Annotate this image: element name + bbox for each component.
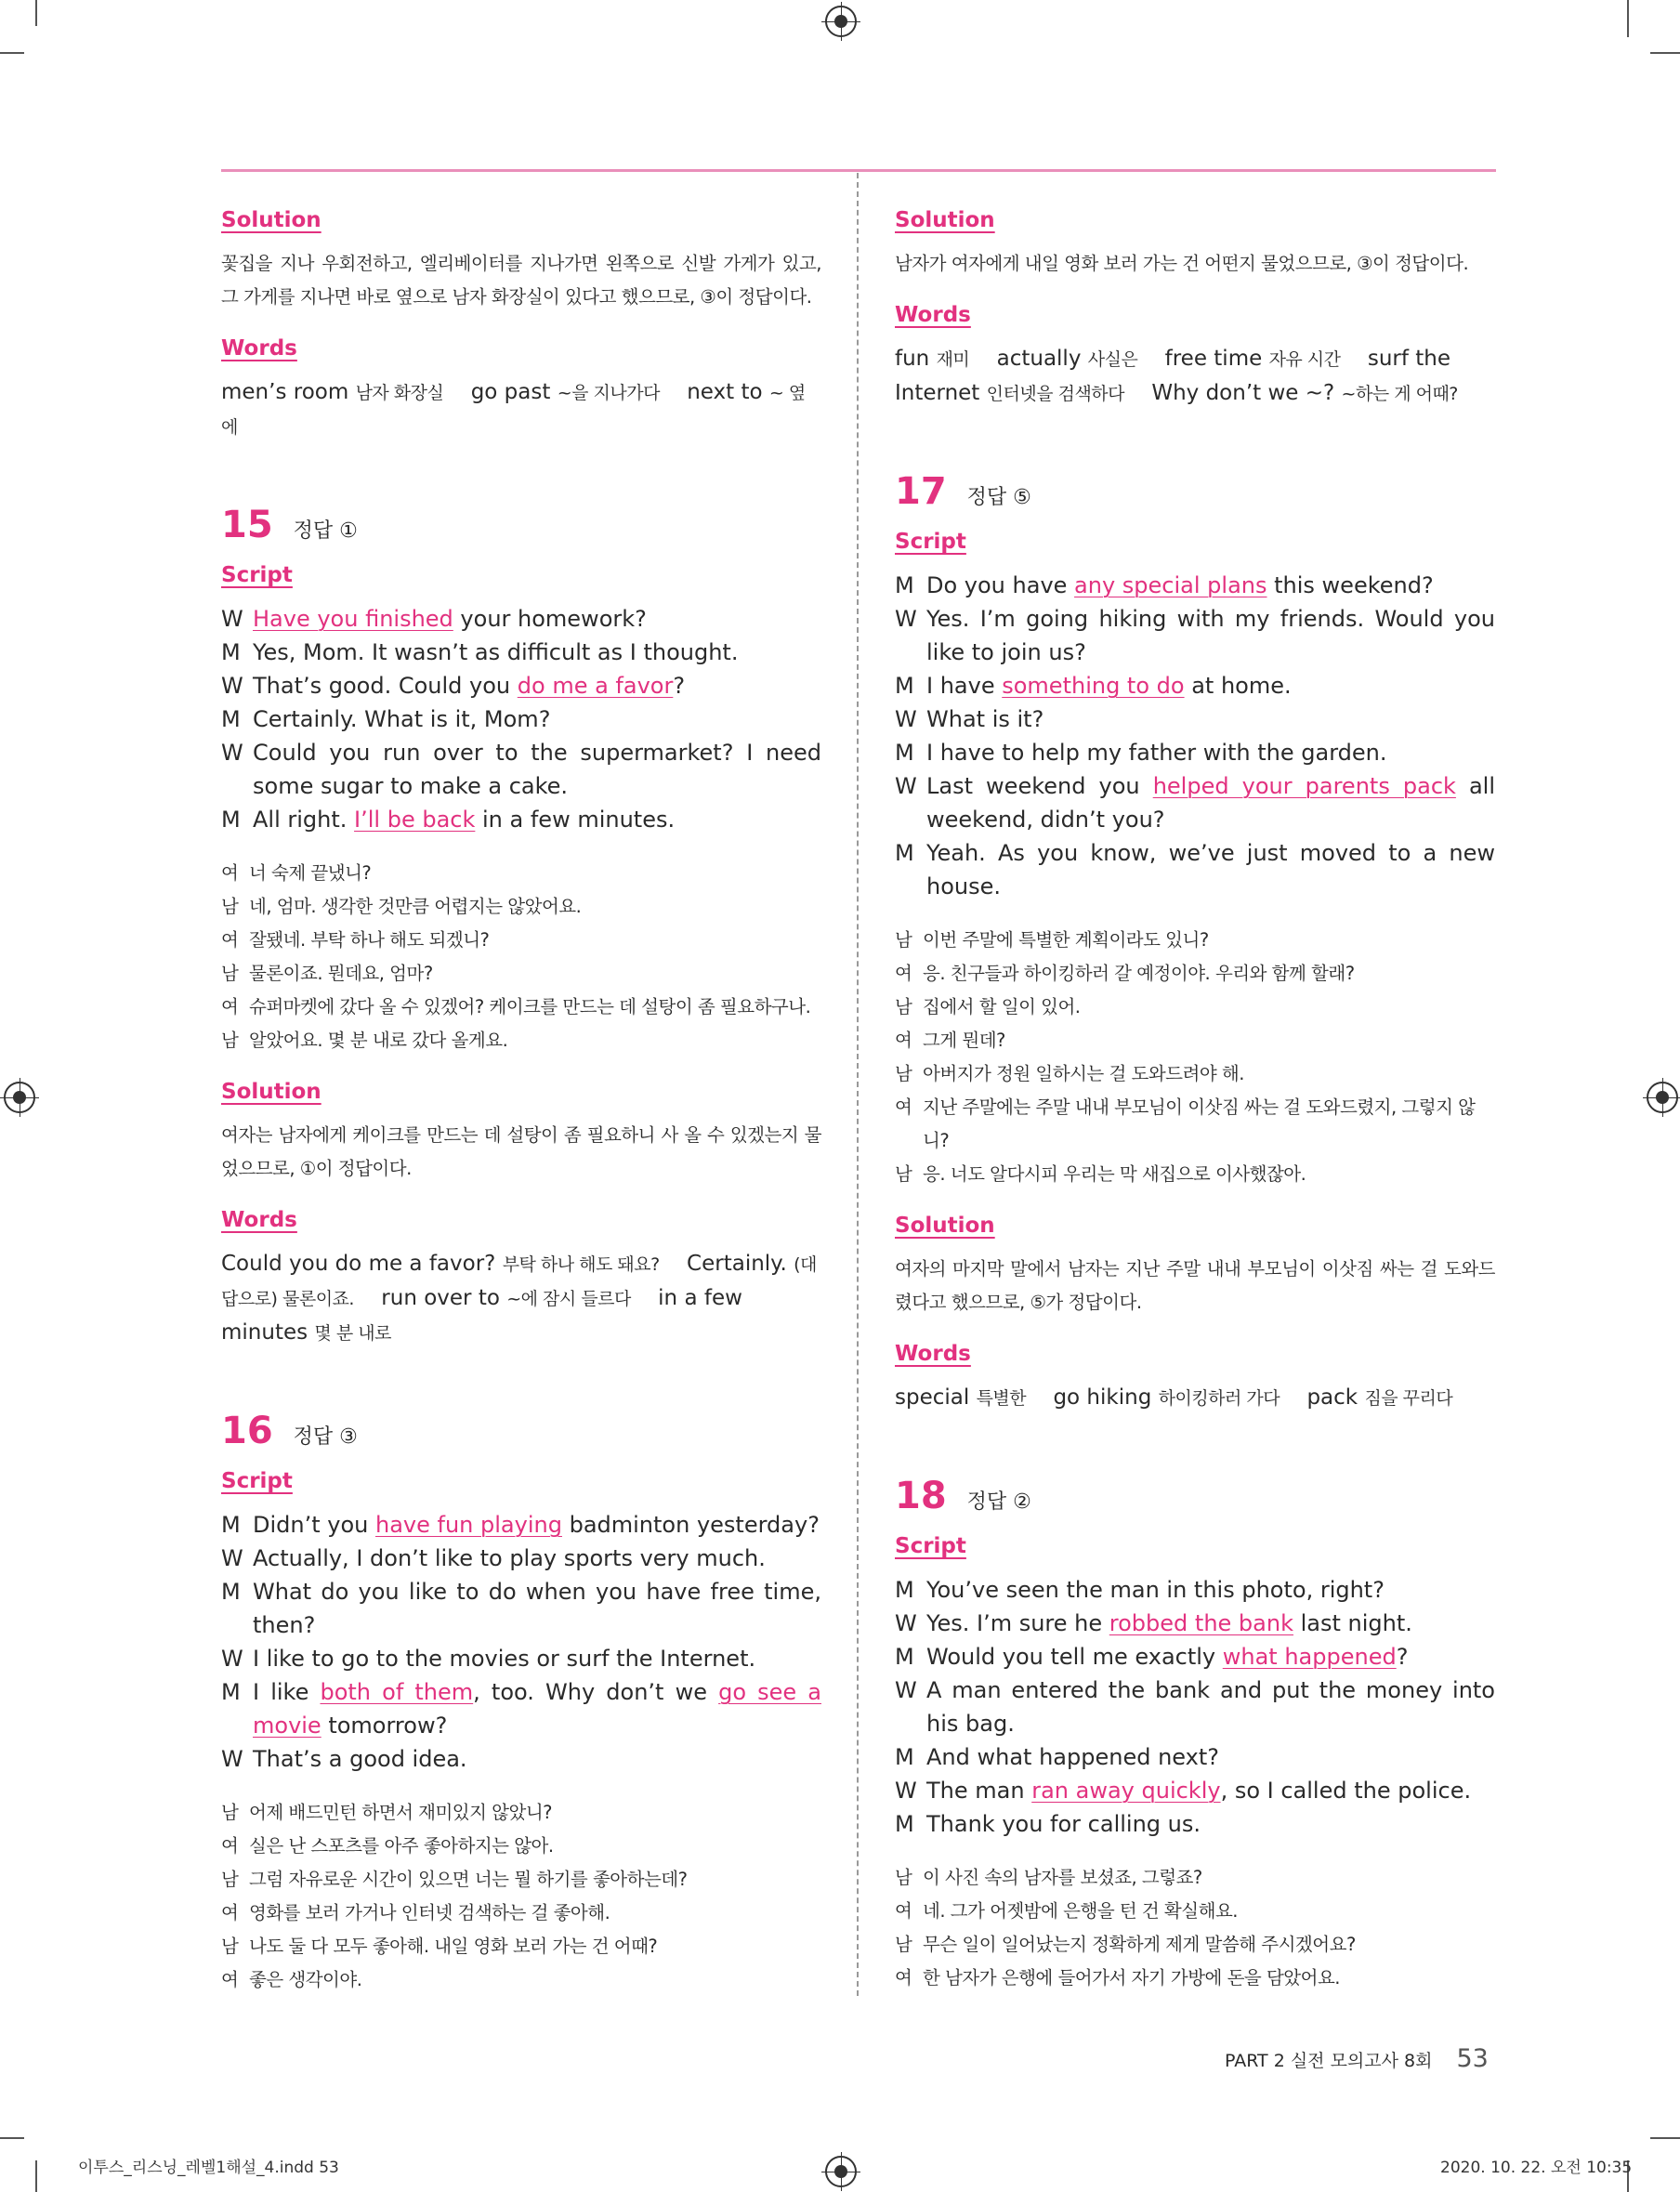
translation-block (221, 857, 821, 1057)
translation-line: 남 아버지가 정원 일하시는 걸 도와드려야 해. (895, 1063, 1244, 1084)
registration-mark-icon (1647, 1082, 1678, 1113)
script-heading: Script (895, 530, 966, 554)
question-header-16 (221, 1408, 821, 1454)
script-heading: Script (895, 1534, 966, 1558)
translation-line: 여 지난 주말에는 주말 내내 부모님이 이삿짐 싸는 걸 도와드렸지, 그렇지 않니? (895, 1096, 1476, 1151)
translation-line: 남 어제 배드민턴 하면서 재미있지 않았니? (221, 1802, 553, 1823)
translation-block (221, 1796, 821, 1997)
script-line: M Yes, Mom. It wasn’t as difficult as I thought. (221, 639, 739, 665)
question-header-17 (895, 468, 1495, 515)
translation-line: 여 영화를 보러 가거나 인터넷 검색하는 걸 좋아해. (221, 1902, 610, 1923)
question-number: 18 (895, 1475, 947, 1517)
question-header-15 (221, 502, 821, 548)
translation-line: 여 응. 친구들과 하이킹하러 갈 예정이야. 우리와 함께 할래? (895, 963, 1355, 984)
script-line: W I like to go to the movies or surf the Internet. (221, 1646, 756, 1672)
script-line: M I have to help my father with the garden. (895, 740, 1387, 766)
answer-label: 정답 ⑤ (966, 486, 1031, 509)
script-line: W The man ran away quickly, so I called the police. (895, 1778, 1472, 1804)
translation-line: 여 잘됐네. 부탁 하나 해도 되겠니? (221, 929, 490, 951)
answer-label: 정답 ② (966, 1490, 1031, 1514)
solution-text: 여자는 남자에게 케이크를 만드는 데 설탕이 좀 필요하니 사 올 수 있겠는지 물었으므로, ①이 정답이다. (221, 1124, 821, 1179)
translation-block (895, 924, 1495, 1191)
script-line: M Yeah. As you know, we’ve just moved to a new house. (895, 840, 1495, 899)
solution-text: 여자의 마지막 말에서 남자는 지난 주말 내내 부모님이 이삿짐 싸는 걸 도와드렸다고 했으므로, ⑤가 정답이다. (895, 1258, 1495, 1313)
solution-heading: Solution (221, 1080, 322, 1104)
script-line: M Would you tell me exactly what happened? (895, 1644, 1409, 1670)
solution-text: 남자가 여자에게 내일 영화 보러 가는 건 어떤지 물었으므로, ③이 정답이다. (895, 253, 1469, 274)
script-line: W Yes. I’m sure he robbed the bank last night. (895, 1610, 1412, 1636)
answer-label: 정답 ③ (293, 1425, 358, 1449)
words-heading: Words (221, 1208, 297, 1232)
words-heading: Words (895, 303, 971, 327)
words-heading: Words (221, 336, 297, 361)
question-header-18 (895, 1473, 1495, 1519)
question-number: 17 (895, 470, 947, 513)
top-rule (221, 169, 1496, 172)
print-timestamp: 2020. 10. 22. 오전 10:35 (1440, 2159, 1633, 2177)
question-number: 15 (221, 504, 273, 546)
solution-heading: Solution (895, 208, 995, 232)
script-line: M Didn’t you have fun playing badminton yesterday? (221, 1512, 820, 1538)
script-line: W Actually, I don’t like to play sports very much. (221, 1545, 766, 1571)
translation-block (895, 1861, 1495, 1995)
file-slug: 이투스_리스닝_레벨1해설_4.indd 53 (78, 2159, 339, 2177)
crop-mark (1650, 2137, 1680, 2139)
script-line: M Do you have any special plans this weekend? (895, 572, 1434, 598)
translation-line: 여 네. 그가 어젯밤에 은행을 턴 건 확실해요. (895, 1900, 1238, 1922)
script-heading: Script (221, 563, 293, 587)
translation-line: 남 집에서 할 일이 있어. (895, 996, 1081, 1017)
solution-heading: Solution (221, 208, 322, 232)
registration-mark-icon (825, 2156, 857, 2187)
translation-line: 남 나도 둘 다 모두 좋아해. 내일 영화 보러 가는 건 어때? (221, 1936, 658, 1957)
translation-line: 여 너 숙제 끝냈니? (221, 862, 372, 884)
solution-text: 꽃집을 지나 우회전하고, 엘리베이터를 지나가면 왼쪽으로 신발 가게가 있고, 그 가게를 지나면 바로 옆으로 남자 화장실이 있다고 했으므로, ③이 정답이다. (221, 253, 821, 308)
script-line: M And what happened next? (895, 1744, 1219, 1770)
crop-mark (1650, 52, 1680, 54)
script-line: M What do you like to do when you have free time, then? (221, 1579, 821, 1638)
translation-line: 남 이 사진 속의 남자를 보셨죠, 그렇죠? (895, 1867, 1202, 1888)
script-line: W That’s good. Could you do me a favor? (221, 673, 686, 699)
right-column (895, 206, 1495, 1995)
script-line: W Have you finished your homework? (221, 606, 647, 632)
words-list: men’s room 남자 화장실 go past ~을 지나가다 next to ~ 옆에 (221, 380, 806, 438)
words-list: special 특별한 go hiking 하이킹하러 가다 pack 짐을 꾸리다 (895, 1385, 1453, 1410)
script-line: M I like both of them, too. Why don’t we go see a movie tomorrow? (221, 1679, 821, 1739)
crop-mark (0, 52, 24, 54)
script-block (895, 1573, 1495, 1841)
script-block (895, 569, 1495, 903)
script-line: M All right. I’ll be back in a few minutes. (221, 807, 676, 833)
translation-line: 여 좋은 생각이야. (221, 1969, 362, 1990)
script-line: M I have something to do at home. (895, 673, 1292, 699)
translation-line: 남 무슨 일이 일어났는지 정확하게 제게 말씀해 주시겠어요? (895, 1934, 1356, 1955)
translation-line: 남 응. 너도 알다시피 우리는 막 새집으로 이사했잖아. (895, 1163, 1306, 1185)
script-line: W Last weekend you helped your parents pack all weekend, didn’t you? (895, 773, 1496, 833)
translation-line: 남 네, 엄마. 생각한 것만큼 어렵지는 않았어요. (221, 896, 582, 917)
words-heading: Words (895, 1342, 971, 1366)
translation-line: 여 그게 뭔데? (895, 1030, 1005, 1051)
translation-line: 여 실은 난 스포츠를 아주 좋아하지는 않아. (221, 1835, 554, 1857)
words-list: fun 재미 actually 사실은 free time 자유 시간 surf the Internet 인터넷을 검색하다 Why don’t we ~? ~하는 게 어때? (895, 347, 1458, 405)
translation-line: 여 슈퍼마켓에 갔다 올 수 있겠어? 케이크를 만드는 데 설탕이 좀 필요하구나. (221, 996, 811, 1017)
script-block (221, 602, 821, 836)
script-line: W What is it? (895, 706, 1044, 732)
registration-mark-icon (4, 1082, 35, 1113)
answer-label: 정답 ① (293, 519, 358, 543)
translation-line: 남 물론이죠. 뭔데요, 엄마? (221, 963, 433, 984)
script-line: M Thank you for calling us. (895, 1811, 1201, 1837)
translation-line: 남 알았어요. 몇 분 내로 갔다 올게요. (221, 1030, 508, 1051)
crop-mark (35, 2160, 37, 2192)
script-line: W Yes. I’m going hiking with my friends. Would you like to join us? (895, 606, 1495, 665)
part-label: PART 2 실전 모의고사 8회 (1225, 2051, 1433, 2071)
crop-mark (1627, 0, 1629, 37)
left-column (221, 206, 821, 1997)
script-line: W That’s a good idea. (221, 1746, 467, 1772)
crop-mark (0, 2137, 24, 2139)
translation-line: 남 그럼 자유로운 시간이 있으면 너는 뭘 하기를 좋아하는데? (221, 1869, 688, 1890)
crop-mark (35, 0, 37, 26)
words-list: Could you do me a favor? 부탁 하나 해도 돼요? Certainly. (대답으로) 물론이죠. run over to ~에 잠시 들르다 in a few minutes 몇 분 내로 (221, 1252, 817, 1345)
script-line: W A man entered the bank and put the money into his bag. (895, 1677, 1495, 1737)
script-line: M You’ve seen the man in this photo, right? (895, 1577, 1385, 1603)
script-block (221, 1508, 821, 1776)
registration-mark-icon (825, 6, 857, 37)
script-line: W Could you run over to the supermarket? I need some sugar to make a cake. (221, 740, 821, 799)
page-number: 53 (1456, 2044, 1489, 2073)
translation-line: 남 이번 주말에 특별한 계획이라도 있니? (895, 929, 1209, 951)
page-footer (1225, 2044, 1489, 2073)
script-line: M Certainly. What is it, Mom? (221, 706, 551, 732)
translation-line: 여 한 남자가 은행에 들어가서 자기 가방에 돈을 담았어요. (895, 1967, 1341, 1989)
question-number: 16 (221, 1410, 273, 1452)
column-divider (857, 173, 859, 1996)
solution-heading: Solution (895, 1214, 995, 1238)
script-heading: Script (221, 1469, 293, 1493)
